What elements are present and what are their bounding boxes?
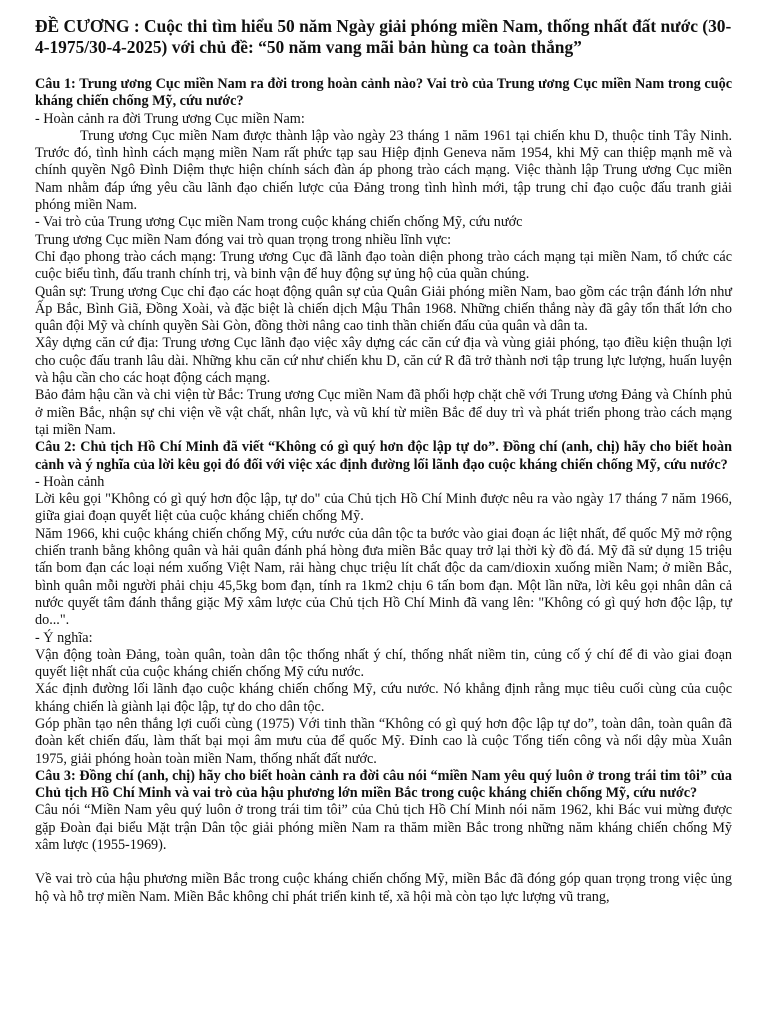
- paragraph: Bảo đảm hậu cần và chi viện từ Bắc: Trung ương Cục miền Nam đã phối hợp chặt chẽ với Trung ương Đảng và Chính phủ ở miền Bắc, nhận sự chi viện về vật chất, nhân lực, và vũ khí từ miền Bắc để duy trì và phát triển phong trào cách mạng tại miền Nam.: [35, 387, 732, 438]
- paragraph: Trung ương Cục miền Nam được thành lập vào ngày 23 tháng 1 năm 1961 tại chiến khu D, thuộc tỉnh Tây Ninh. Trước đó, tình hình cách mạng miền Nam rất phức tạp sau Hiệp định Geneva năm 1954, khi Mỹ can thiệp mạnh mẽ và chính quyền Ngô Đình Diệm thực hiện chính sách đàn áp phong trào cách mạng. Việc thành lập Trung ương Cục miền Nam nhằm đáp ứng yêu cầu lãnh đạo chiến lược của Đảng trong tình hình mới, tập trung chỉ đạo cuộc đấu tranh giải phóng miền Nam.: [35, 127, 732, 214]
- paragraph: Lời kêu gọi "Không có gì quý hơn độc lập, tự do" của Chủ tịch Hồ Chí Minh được nêu ra vào ngày 17 tháng 7 năm 1966, giữa giai đoạn quyết liệt của cuộc kháng chiến chống Mỹ.: [35, 491, 732, 525]
- question-2: Câu 2: Chủ tịch Hồ Chí Minh đã viết “Không có gì quý hơn độc lập tự do”. Đồng chí (anh, chị) hãy cho biết hoàn cảnh và ý nghĩa của lời kêu gọi đó đối với việc xác định đường lối lãnh đạo cuộc kháng chiến chống Mỹ, cứu nước?: [35, 439, 732, 473]
- question-3: Câu 3: Đồng chí (anh, chị) hãy cho biết hoàn cảnh ra đời câu nói “miền Nam yêu quý luôn ở trong trái tim tôi” của Chủ tịch Hồ Chí Minh và vai trò của hậu phương lớn miền Bắc trong cuộc kháng chiến chống Mỹ, cứu nước?: [35, 767, 732, 802]
- paragraph: Vận động toàn Đảng, toàn quân, toàn dân tộc thống nhất ý chí, thống nhất niềm tin, củng cố ý chí để đi vào giai đoạn quyết liệt nhất của cuộc kháng chiến chống Mỹ cứu nước.: [35, 646, 732, 681]
- paragraph: - Hoàn cảnh: [35, 473, 105, 490]
- paragraph: - Hoàn cảnh ra đời Trung ương Cục miền Nam:: [35, 110, 305, 127]
- paragraph: Quân sự: Trung ương Cục chỉ đạo các hoạt động quân sự của Quân Giải phóng miền Nam, bao gồm các trận đánh lớn như Ấp Bắc, Bình Giã, Đồng Xoài, và đặc biệt là chiến dịch Mậu Thân 1968. Những chiến thắng này đã gây tổn thất lớn cho quân đội Mỹ và chính quyền Sài Gòn, đồng thời nâng cao tinh thần chiến đấu của quân và dân ta.: [35, 283, 732, 335]
- paragraph: Xây dựng căn cứ địa: Trung ương Cục lãnh đạo việc xây dựng các căn cứ địa và vùng giải phóng, tạo điều kiện thuận lợi cho cuộc đấu tranh lâu dài. Những khu căn cứ như chiến khu D, căn cứ R đã trở thành nơi tập trung lực lượng, huấn luyện và hậu cần cho các hoạt động cách mạng.: [35, 335, 732, 387]
- paragraph: Về vai trò của hậu phương miền Bắc trong cuộc kháng chiến chống Mỹ, miền Bắc đã đóng góp quan trọng trong việc ủng hộ và hỗ trợ miền Nam. Miền Bắc không chỉ phát triển kinh tế, xã hội mà còn tạo lực lượng vũ trang,: [35, 871, 732, 905]
- paragraph: Trung ương Cục miền Nam đóng vai trò quan trọng trong nhiều lĩnh vực:: [35, 231, 452, 248]
- paragraph: - Vai trò của Trung ương Cục miền Nam trong cuộc kháng chiến chống Mỹ, cứu nước: [35, 214, 523, 231]
- paragraph: Chỉ đạo phong trào cách mạng: Trung ương Cục đã lãnh đạo toàn diện phong trào cách mạng tại miền Nam, tổ chức các cuộc biểu tình, đấu tranh chính trị, và binh vận để huy động sự ủng hộ của quần chúng.: [35, 248, 732, 283]
- paragraph: - Ý nghĩa:: [35, 629, 93, 646]
- question-1: Câu 1: Trung ương Cục miền Nam ra đời trong hoàn cảnh nào? Vai trò của Trung ương Cục miền Nam trong cuộc kháng chiến chống Mỹ, cứu nước?: [35, 76, 732, 110]
- blank-line: [35, 854, 732, 871]
- document-page: [35, 16, 732, 906]
- document-title: ĐỀ CƯƠNG : Cuộc thi tìm hiểu 50 năm Ngày giải phóng miền Nam, thống nhất đất nước (30-4-1975/30-4-2025) với chủ đề: “50 năm vang mãi bản hùng ca toàn thắng”: [35, 16, 732, 57]
- paragraph: Góp phần tạo nên thắng lợi cuối cùng (1975) Với tinh thần “Không có gì quý hơn độc lập tự do”, toàn dân, toàn quân đã đoàn kết chiến đấu, làm thất bại mọi âm mưu của để quốc Mỹ. Đỉnh cao là cuộc Tổng tiến công và nổi dậy mùa Xuân 1975, giải phóng hoàn toàn miền Nam, thống nhất đất nước.: [35, 715, 732, 767]
- paragraph: Câu nói “Miền Nam yêu quý luôn ở trong trái tim tôi” của Chủ tịch Hồ Chí Minh nói năm 1962, khi Bác vui mừng được gặp Đoàn đại biểu Mặt trận Dân tộc giải phóng miền Nam ra thăm miền Bắc trong những năm kháng chiến chống Mỹ xâm lược (1955-1969).: [35, 802, 732, 854]
- paragraph: Năm 1966, khi cuộc kháng chiến chống Mỹ, cứu nước của dân tộc ta bước vào giai đoạn ác liệt nhất, để quốc Mỹ mở rộng chiến tranh bằng không quân và hải quân đánh phá hòng đưa miền Bắc quay trở lại thời kỳ đồ đá. Mỹ đã sử dụng 15 triệu tấn bom đạn các loại ném xuống Việt Nam, rải hàng chục triệu lít chất độc da cam/dioxin xuống miền Nam; ở miền Bắc, bình quân mỗi người phải chịu 45,5kg bom đạn, tính ra 1km2 chịu 6 tấn bom đạn. Một lần nữa, lời kêu gọi nhân dân cả nước quyết tâm đánh thắng giặc Mỹ xâm lược của Chủ tịch Hồ Chí Minh đã vang lên: "Không có gì quý hơn độc lập, tự do...".: [35, 525, 732, 629]
- paragraph: Xác định đường lối lãnh đạo cuộc kháng chiến chống Mỹ, cứu nước. Nó khẳng định rằng mục tiêu cuối cùng của cuộc kháng chiến là giành lại độc lập, tự do cho dân tộc.: [35, 681, 732, 715]
